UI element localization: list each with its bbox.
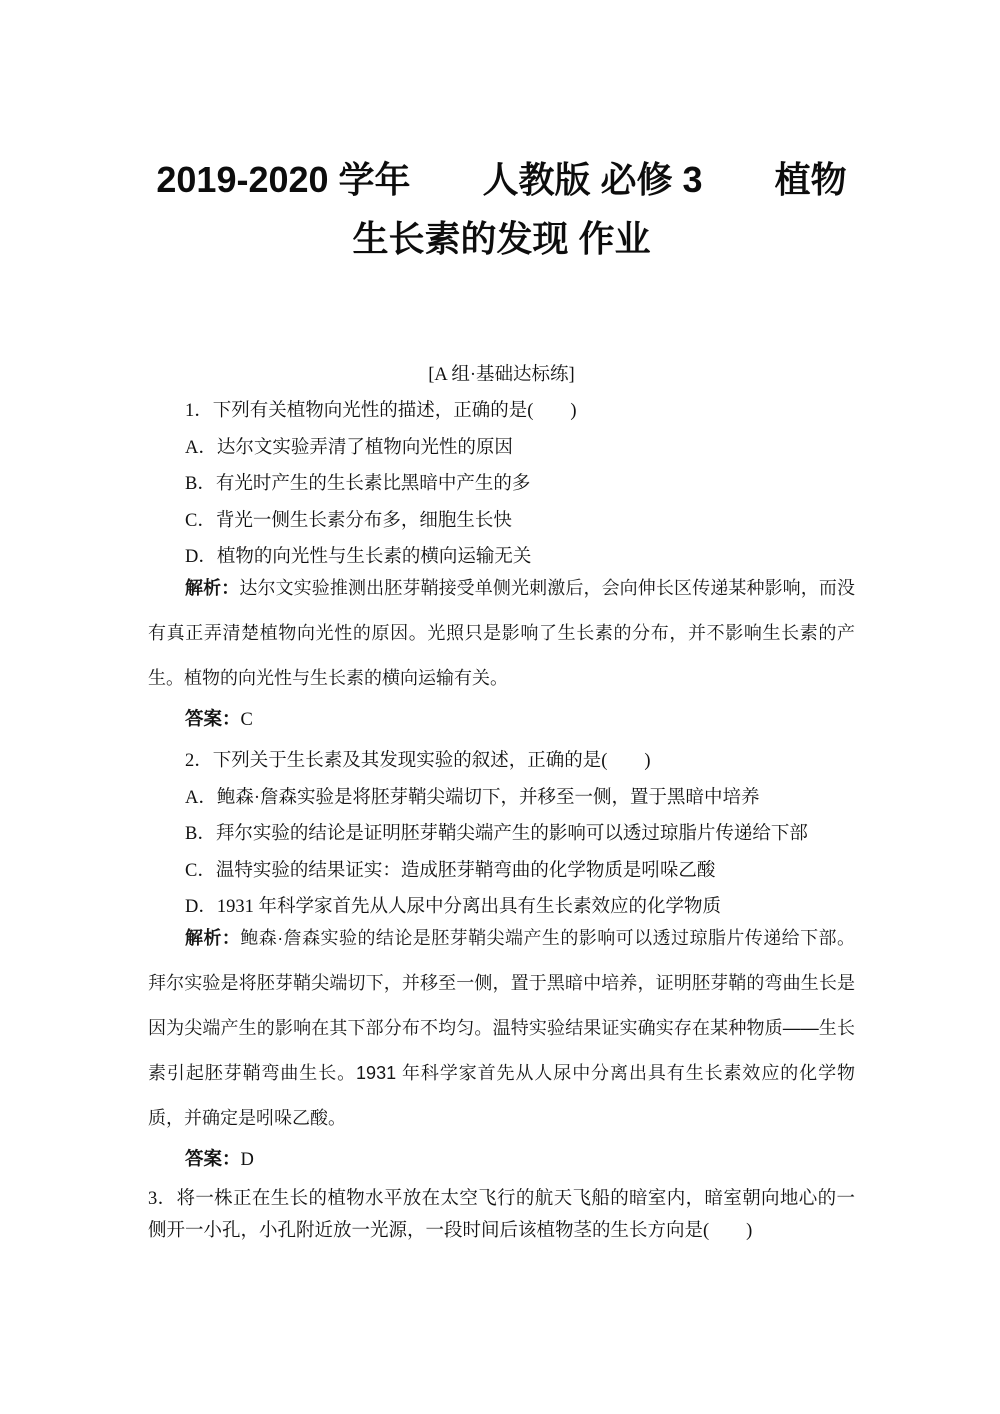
answer-label: 答案： [185,707,241,729]
question-2-answer [185,1141,855,1179]
document-title [148,150,855,268]
analysis-text: 达尔文实验推测出胚芽鞘接受单侧光刺激后，会向伸长区传递某种影响，而没有真正弄清楚植物向光性的原因。光照只是影响了生长素的分布，并不影响生长素的产生。植物的向光性与生长素的横向运输有关。 [148,577,856,688]
answer-value: C [240,709,253,730]
question-2-analysis [148,916,855,1141]
document-title-line1: 2019-2020 学年 人教版 必修 3 植物 [156,159,847,200]
document-title-line2: 生长素的发现 作业 [352,218,651,259]
question-2-option-a: A．鲍森·詹森实验是将胚芽鞘尖端切下，并移至一侧，置于黑暗中培养 [185,787,760,808]
analysis-label: 解析： [185,927,241,948]
answer-value: D [240,1149,254,1170]
question-2 [148,743,855,926]
question-2-option-c: C．温特实验的结果证实：造成胚芽鞘弯曲的化学物质是吲哚乙酸 [185,860,716,881]
question-1-analysis [148,566,855,701]
analysis-label: 解析： [185,577,240,598]
question-1-option-d: D．植物的向光性与生长素的横向运输无关 [185,547,532,567]
answer-label: 答案： [185,1147,241,1169]
question-1-option-c: C．背光一侧生长素分布多，细胞生长快 [185,510,512,531]
question-1-text: 1．下列有关植物向光性的描述，正确的是( ) [185,401,577,421]
question-1-option-a: A．达尔文实验弄清了植物向光性的原因 [185,437,513,458]
question-2-text: 2．下列关于生长素及其发现实验的叙述，正确的是( ) [185,751,651,771]
question-2-option-d: D．1931 年科学家首先从人尿中分离出具有生长素效应的化学物质 [185,897,721,917]
analysis-text: 鲍森·詹森实验的结论是胚芽鞘尖端产生的影响可以透过琼脂片传递给下部。拜尔实验是将胚芽鞘尖端切下，并移至一侧，置于黑暗中培养，证明胚芽鞘的弯曲生长是因为尖端产生的影响在其下部分布不均匀。温特实验结果证实确实存在某种物质——生长素引起胚芽鞘弯曲生长。1931 年科学家首先从人尿中分离出具有生长素效应的化学物质，并确定是吲哚乙酸。 [148,927,856,1128]
question-3-text: 3．将一株正在生长的植物水平放在太空飞行的航天飞船的暗室内，暗室朝向地心的一侧开一小孔，小孔附近放一光源，一段时间后该植物茎的生长方向是( ) [148,1189,855,1241]
question-1-answer [185,701,855,739]
question-1-option-b: B．有光时产生的生长素比黑暗中产生的多 [185,474,531,494]
question-1 [148,393,855,576]
question-2-option-b: B．拜尔实验的结论是证明胚芽鞘尖端产生的影响可以透过琼脂片传递给下部 [185,824,808,844]
section-header: [A 组·基础达标练] [428,365,575,385]
